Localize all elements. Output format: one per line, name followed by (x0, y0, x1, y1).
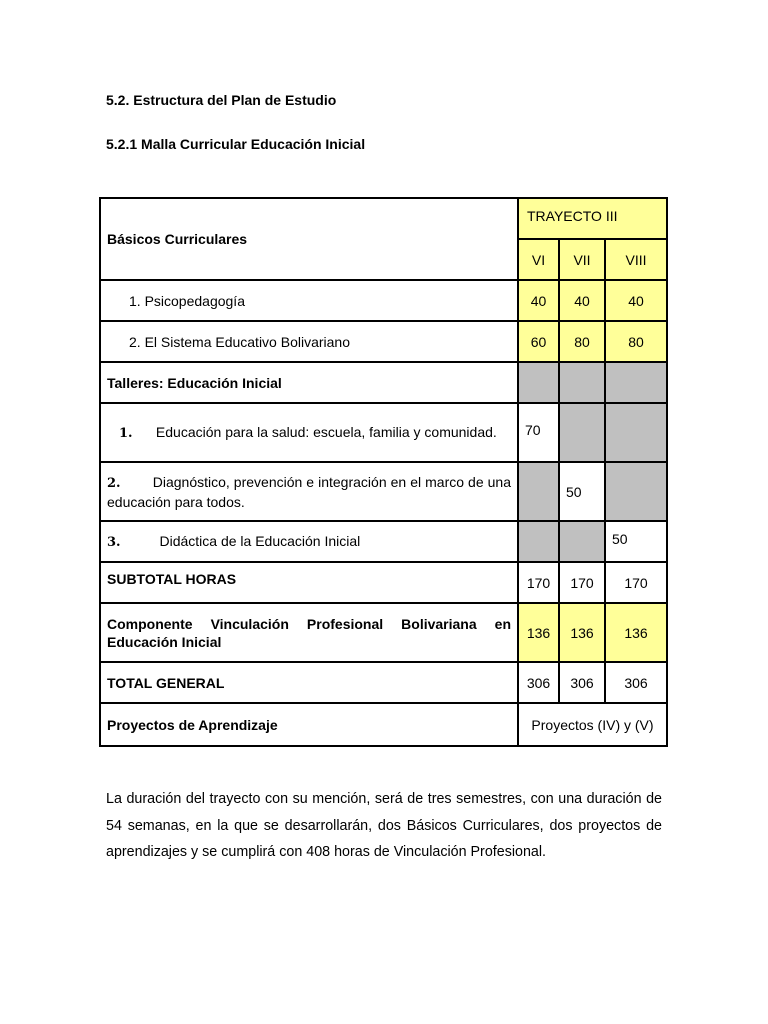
semester-header: VIII (605, 239, 667, 280)
hours-cell: 40 (518, 280, 559, 321)
taller-text: Diagnóstico, prevención e integración en el marco de una educación para todos. (107, 473, 511, 510)
hours-cell: 306 (605, 662, 667, 703)
hours-cell: 136 (518, 603, 559, 662)
hours-cell: 170 (559, 562, 605, 603)
hours-cell: 80 (559, 321, 605, 362)
table-row (100, 562, 667, 603)
hours-cell: 170 (605, 562, 667, 603)
hours-cell: 40 (605, 280, 667, 321)
description-paragraph: La duración del trayecto con su mención, será de tres semestres, con una duración de 54 semanas, en la que se desarrollarán, dos Básicos Curriculares, dos proyectos de aprendizajes y se cumplirá con 408 horas de Vinculación Profesional. (106, 791, 662, 860)
hours-cell: 306 (518, 662, 559, 703)
hours-cell: 306 (559, 662, 605, 703)
table-row (100, 462, 667, 521)
section-heading: 5.2. Estructura del Plan de Estudio (106, 92, 337, 108)
subtotal-label: SUBTOTAL HORAS (100, 562, 518, 603)
taller-text: Didáctica de la Educación Inicial (159, 532, 361, 549)
table-row (100, 603, 667, 662)
total-label: TOTAL GENERAL (100, 662, 518, 703)
taller-text: Educación para la salud: escuela, familia y comunidad. (155, 423, 497, 440)
curriculum-table (99, 197, 668, 747)
hours-cell: 50 (559, 462, 605, 521)
table-row (100, 662, 667, 703)
semester-header: VI (518, 239, 559, 280)
hours-cell: 136 (559, 603, 605, 662)
proyectos-label: Proyectos de Aprendizaje (100, 703, 518, 746)
hours-cell: 136 (605, 603, 667, 662)
semester-header: VII (559, 239, 605, 280)
taller-number: 2. (107, 475, 121, 491)
header-basicos-label: Básicos Curriculares (100, 198, 518, 280)
talleres-title: Talleres: Educación Inicial (100, 362, 518, 403)
table-row (100, 321, 667, 362)
hours-cell: 80 (605, 321, 667, 362)
table-row (100, 703, 667, 746)
taller-number: 1. (119, 425, 133, 441)
taller-label (100, 521, 518, 562)
componente-label: Componente Vinculación Profesional Bolivariana en Educación Inicial (100, 603, 518, 662)
hours-cell: 70 (518, 403, 559, 462)
basico-label: 2. El Sistema Educativo Bolivariano (100, 321, 518, 362)
proyectos-value: Proyectos (IV) y (V) (518, 703, 667, 746)
hours-cell: 50 (605, 521, 667, 562)
table-row (100, 521, 667, 562)
hours-cell: 40 (559, 280, 605, 321)
taller-label (100, 462, 518, 521)
hours-cell: 60 (518, 321, 559, 362)
taller-number: 3. (107, 534, 121, 550)
subsection-heading: 5.2.1 Malla Curricular Educación Inicial (106, 136, 366, 152)
header-trayecto: TRAYECTO III (518, 198, 667, 239)
table-row (100, 362, 667, 403)
table-row (100, 403, 667, 462)
taller-label (100, 403, 518, 462)
table-row (100, 280, 667, 321)
hours-cell: 170 (518, 562, 559, 603)
basico-label: 1. Psicopedagogía (100, 280, 518, 321)
